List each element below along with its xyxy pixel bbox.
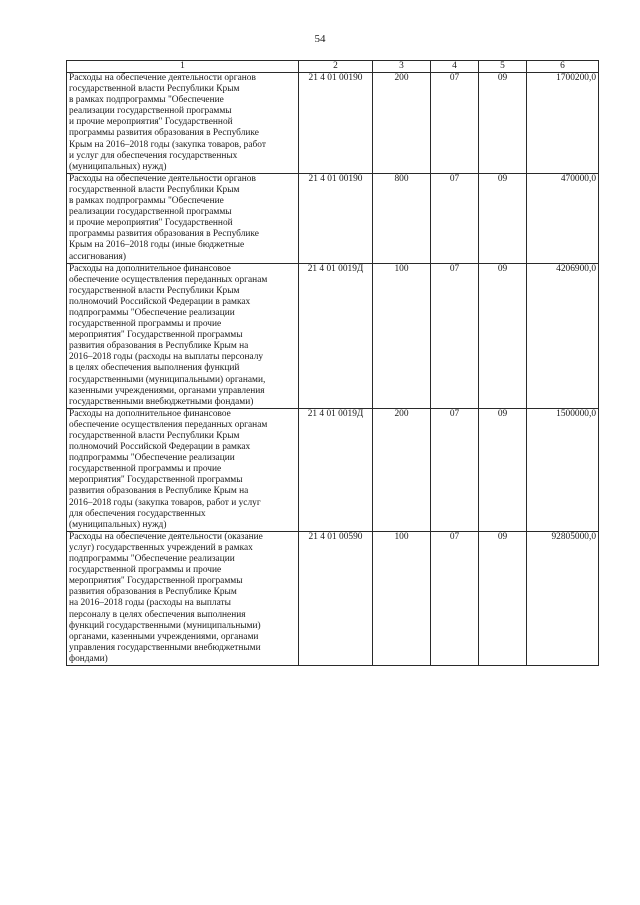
expense-description-line: подпрограммы "Обеспечение реализации bbox=[69, 554, 235, 565]
expense-description-line: функций государственными (муниципальными) bbox=[69, 620, 261, 631]
expense-description-line: развития образования в Республике Крым на bbox=[69, 341, 249, 352]
expense-description-line: мероприятия" Государственной программы bbox=[69, 330, 243, 341]
expense-description-line: подпрограммы "Обеспечение реализации bbox=[69, 453, 235, 464]
table-row bbox=[67, 73, 599, 174]
expense-description-line: Расходы на обеспечение деятельности органов bbox=[69, 173, 256, 184]
expense-description-line: реализации государственной программы bbox=[69, 207, 232, 218]
expense-description-line: государственной программы и прочие bbox=[69, 319, 222, 330]
expense-description-line: Расходы на дополнительное финансовое bbox=[69, 408, 231, 419]
expense-description-line: казенными учреждениями, органами управления bbox=[69, 385, 265, 396]
budget-classification-code: 21 4 01 00190 bbox=[299, 173, 373, 263]
header-col-6: 6 bbox=[527, 61, 599, 73]
section-code: 07 bbox=[431, 173, 479, 263]
expense-description-line: обеспечение осуществления переданных органам bbox=[69, 274, 268, 285]
budget-classification-code: 21 4 01 00190 bbox=[299, 73, 373, 174]
subsection-code: 09 bbox=[479, 408, 527, 531]
amount-value: 1500000,0 bbox=[527, 408, 599, 531]
header-col-3: 3 bbox=[373, 61, 431, 73]
amount-value: 92805000,0 bbox=[527, 531, 599, 665]
expense-description-line: реализации государственной программы bbox=[69, 106, 232, 117]
expense-description-line: управления государственными внебюджетными bbox=[69, 642, 261, 653]
expense-description-line: полномочий Российской Федерации в рамках bbox=[69, 296, 251, 307]
expense-description-line: на 2016–2018 годы (расходы на выплаты bbox=[69, 598, 231, 609]
expense-description-line: программы развития образования в Республике bbox=[69, 128, 259, 139]
table-row bbox=[67, 531, 599, 665]
expense-description-line: подпрограммы "Обеспечение реализации bbox=[69, 307, 235, 318]
expense-description-line: мероприятия" Государственной программы bbox=[69, 475, 243, 486]
expense-type-code: 200 bbox=[373, 73, 431, 174]
expense-description-line: Крым на 2016–2018 годы (закупка товаров, работ bbox=[69, 139, 266, 150]
header-col-5: 5 bbox=[479, 61, 527, 73]
subsection-code: 09 bbox=[479, 73, 527, 174]
expense-description bbox=[67, 73, 299, 174]
expense-description bbox=[67, 408, 299, 531]
table-body bbox=[67, 73, 599, 666]
expense-description-line: государственной власти Республики Крым bbox=[69, 84, 240, 95]
amount-value: 470000,0 bbox=[527, 173, 599, 263]
expense-description-line: Крым на 2016–2018 годы (иные бюджетные bbox=[69, 240, 245, 251]
table-row bbox=[67, 263, 599, 408]
expense-description-line: программы развития образования в Республике bbox=[69, 229, 259, 240]
expense-description-line: государственной власти Республики Крым bbox=[69, 184, 240, 195]
table-row bbox=[67, 173, 599, 263]
budget-classification-code: 21 4 01 0019Д bbox=[299, 263, 373, 408]
expense-description-line: 2016–2018 годы (расходы на выплаты персоналу bbox=[69, 352, 264, 363]
budget-classification-code: 21 4 01 00590 bbox=[299, 531, 373, 665]
section-code: 07 bbox=[431, 531, 479, 665]
expense-description-line: обеспечение осуществления переданных органам bbox=[69, 419, 268, 430]
expense-description-line: государственной власти Республики Крым bbox=[69, 285, 240, 296]
expense-description bbox=[67, 531, 299, 665]
expense-type-code: 100 bbox=[373, 263, 431, 408]
header-col-2: 2 bbox=[299, 61, 373, 73]
expense-type-code: 800 bbox=[373, 173, 431, 263]
budget-table bbox=[66, 60, 599, 666]
amount-value: 4206900,0 bbox=[527, 263, 599, 408]
expense-description-line: развития образования в Республике Крым на bbox=[69, 486, 249, 497]
table-row bbox=[67, 408, 599, 531]
expense-description-line: органами, казенными учреждениями, органами bbox=[69, 631, 259, 642]
expense-description-line: Расходы на дополнительное финансовое bbox=[69, 263, 231, 274]
expense-description-line: и прочие мероприятия" Государственной bbox=[69, 117, 233, 128]
expense-description-line: и услуг для обеспечения государственных bbox=[69, 150, 238, 161]
section-code: 07 bbox=[431, 408, 479, 531]
table-header-row bbox=[67, 61, 599, 73]
expense-description-line: в целях обеспечения выполнения функций bbox=[69, 363, 240, 374]
subsection-code: 09 bbox=[479, 173, 527, 263]
subsection-code: 09 bbox=[479, 263, 527, 408]
expense-description-line: государственными (муниципальными) органами, bbox=[69, 374, 266, 385]
expense-description bbox=[67, 173, 299, 263]
expense-description-line: мероприятия" Государственной программы bbox=[69, 576, 243, 587]
expense-description-line: полномочий Российской Федерации в рамках bbox=[69, 442, 251, 453]
expense-description-line: Расходы на обеспечение деятельности органов bbox=[69, 73, 256, 83]
subsection-code: 09 bbox=[479, 531, 527, 665]
expense-description-line: фондами) bbox=[69, 653, 108, 664]
expense-description-line: в рамках подпрограммы "Обеспечение bbox=[69, 95, 224, 106]
expense-type-code: 200 bbox=[373, 408, 431, 531]
expense-description-line: государственной программы и прочие bbox=[69, 565, 222, 576]
expense-description-line: государственной власти Республики Крым bbox=[69, 431, 240, 441]
expense-description-line: (муниципальных) нужд) bbox=[69, 161, 167, 172]
expense-description-line: (муниципальных) нужд) bbox=[69, 519, 167, 530]
expense-description-line: в рамках подпрограммы "Обеспечение bbox=[69, 196, 224, 207]
expense-description-line: ассигнования) bbox=[69, 251, 126, 262]
page-number: 54 bbox=[314, 33, 326, 45]
expense-description-line: услуг) государственных учреждений в рамках bbox=[69, 542, 253, 553]
expense-description bbox=[67, 263, 299, 408]
section-code: 07 bbox=[431, 73, 479, 174]
expense-description-line: для обеспечения государственных bbox=[69, 508, 206, 519]
header-col-4: 4 bbox=[431, 61, 479, 73]
expense-type-code: 100 bbox=[373, 531, 431, 665]
amount-value: 1700200,0 bbox=[527, 73, 599, 174]
budget-classification-code: 21 4 01 0019Д bbox=[299, 408, 373, 531]
expense-description-line: 2016–2018 годы (закупка товаров, работ и услуг bbox=[69, 497, 261, 508]
expense-description-line: развития образования в Республике Крым bbox=[69, 587, 237, 598]
expense-description-line: и прочие мероприятия" Государственной bbox=[69, 218, 233, 229]
expense-description-line: персоналу в целях обеспечения выполнения bbox=[69, 609, 246, 620]
header-col-1: 1 bbox=[67, 61, 299, 73]
section-code: 07 bbox=[431, 263, 479, 408]
expense-description-line: государственной программы и прочие bbox=[69, 464, 222, 475]
expense-description-line: государственными внебюджетными фондами) bbox=[69, 396, 254, 407]
expense-description-line: Расходы на обеспечение деятельности (оказание bbox=[69, 531, 263, 542]
